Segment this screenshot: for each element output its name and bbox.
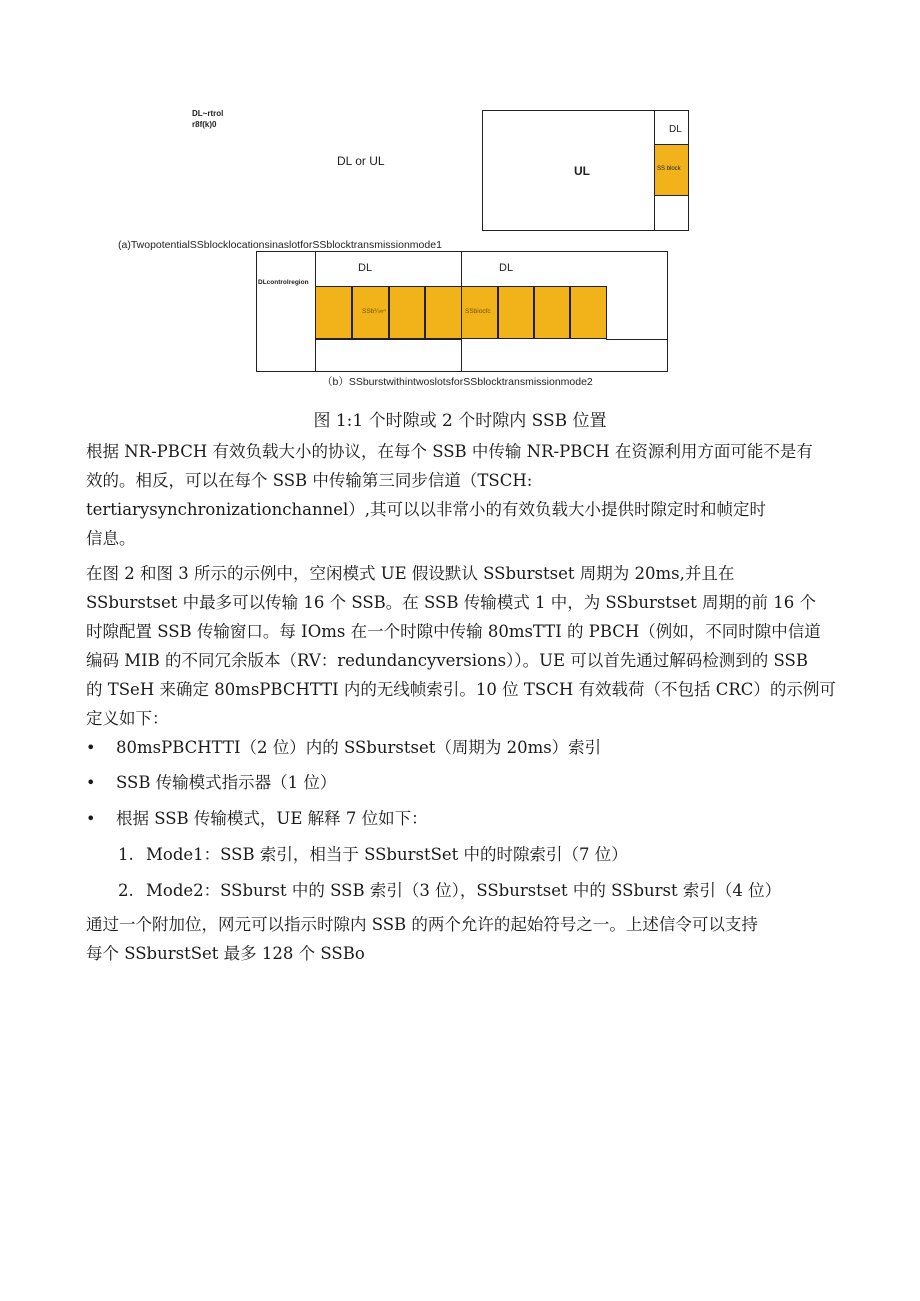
paragraph-3-line: 通过一个附加位，网元可以指示时隙内 SSB 的两个允许的起始符号之一。上述信令可以支持: [86, 915, 758, 934]
figure-b-ss-block-3: [389, 286, 425, 339]
bullet-item: 根据 SSB 传输模式，UE 解释 7 位如下：: [116, 809, 428, 828]
figure-caption: 图 1:1 个时隙或 2 个时隙内 SSB 位置: [313, 411, 607, 431]
mode-number: 1.: [118, 845, 134, 864]
figure-b-caption: （b）SSburstwithintwoslotsforSSblocktransmissionmode2: [322, 376, 593, 388]
figure-b-ssb-left-label: SSb¼«ⁿ: [362, 308, 386, 315]
paragraph-2-line: 时隙配置 SSB 传输窗口。每 IOms 在一个时隙中传输 80msTTI 的 PBCH（例如，不同时隙中信道: [86, 622, 821, 641]
bullet-marker: •: [86, 738, 96, 757]
paragraph-2-line: SSburstset 中最多可以传输 16 个 SSB。在 SSB 传输模式 1 中，为 SSburstset 周期的前 16 个: [86, 593, 817, 612]
figure-b-ss-block-8: [570, 286, 607, 339]
paragraph-2-line: 定义如下：: [86, 709, 169, 728]
figure-b-row-line-left: [315, 339, 462, 340]
figure-a-corner-label-2: r8f(k)0: [192, 120, 217, 129]
paragraph-1-line: 根据 NR-PBCH 有效负载大小的协议，在每个 SSB 中传输 NR-PBCH 在资源利用方面可能不是有: [86, 442, 813, 461]
figure-a-ss-block-label: SS block: [657, 166, 681, 172]
paragraph-2-line: 在图 2 和图 3 所示的示例中，空闲模式 UE 假设默认 SSburstset 周期为 20ms,并且在: [86, 564, 735, 583]
mode-text: Mode1：SSB 索引，相当于 SSburstSet 中的时隙索引（7 位）: [146, 845, 628, 864]
figure-b-ss-block-4: [425, 286, 462, 339]
bullet-item: SSB 传输模式指示器（1 位）: [116, 773, 337, 792]
bullet-marker: •: [86, 809, 96, 828]
figure-b-ss-block-7: [534, 286, 570, 339]
figure-b-row-line-right: [606, 339, 668, 340]
paragraph-2-line: 的 TSeH 来确定 80msPBCHTTI 内的无线帧索引。10 位 TSCH 有效载荷（不包括 CRC）的示例可: [86, 680, 836, 699]
figure-b-ss-block-1: [315, 286, 352, 339]
figure-a-corner-label-1: DL~rtrol: [192, 109, 224, 118]
bullet-item: 80msPBCHTTI（2 位）内的 SSburstset（周期为 20ms）索引: [116, 738, 602, 757]
figure-b-ss-block-6: [498, 286, 534, 339]
figure-b-control-region-label: DLcontrolregion: [258, 279, 309, 286]
figure-a-dl-label: DL: [669, 124, 682, 135]
paragraph-1-line: 效的。相反，可以在每个 SSB 中传输第三同步信道（TSCH:: [86, 471, 533, 490]
paragraph-1-line: 信息。: [86, 529, 136, 548]
paragraph-2-line: 编码 MIB 的不同冗余版本（RV：redundancyversions））。UE 可以首先通过解码检测到的 SSB: [86, 651, 808, 670]
mode-text: Mode2：SSburst 中的 SSB 索引（3 位），SSburstset 中的 SSburst 索引（4 位）: [146, 881, 782, 900]
figure-b-dl-right-label: DL: [499, 262, 514, 274]
figure-b-ssb-right-label: SSbiocfc: [465, 308, 491, 315]
figure-a-ul-label: UL: [574, 164, 590, 178]
bullet-marker: •: [86, 773, 96, 792]
paragraph-1-line: tertiarysynchronizationchannel）,其可以以非常小的有效负载大小提供时隙定时和帧定时: [86, 500, 766, 519]
mode-number: 2.: [118, 881, 134, 900]
paragraph-3-line: 每个 SSburstSet 最多 128 个 SSBo: [86, 944, 365, 963]
figure-a-caption: (a)TwopotentialSSblocklocationsinaslotforSSblocktransmissionmode1: [118, 239, 442, 251]
figure-b-dl-left-label: DL: [358, 262, 373, 274]
figure-a-dl-or-ul-label: DL or UL: [337, 154, 385, 168]
